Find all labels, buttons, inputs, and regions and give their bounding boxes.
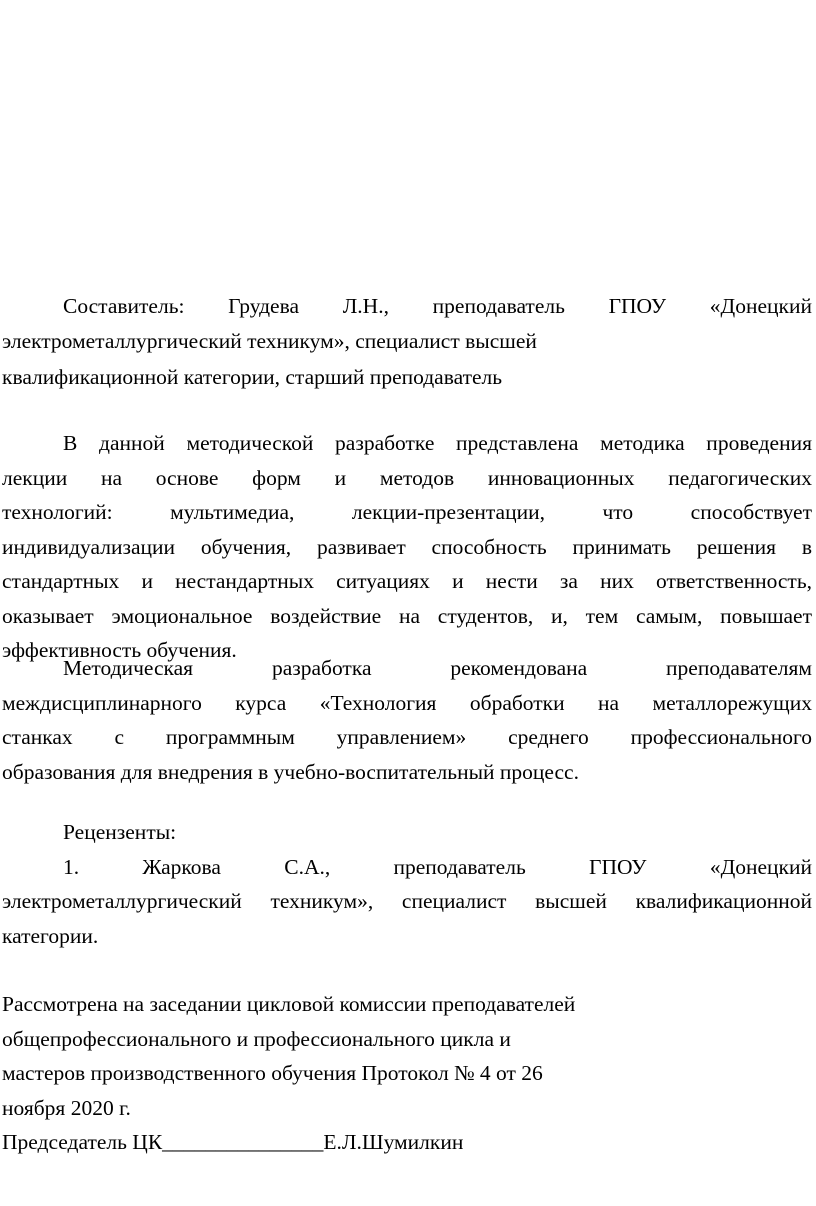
abstract-p2-line-4: образования для внедрения в учебно-воспитательный процесс. <box>2 759 579 784</box>
abstract-p2-line-1: Методическая разработка рекомендована преподавателям <box>63 656 812 680</box>
reviewer-1-line-2: электрометаллургический техникум», специалист высшей квалификационной <box>2 889 812 913</box>
abstract-paragraph-2 <box>2 651 812 789</box>
abstract-p1-line-1: В данной методической разработке представлена методика проведения <box>63 431 812 455</box>
abstract-paragraph-1 <box>2 426 812 668</box>
reviewer-1-line-1: 1. Жаркова С.А., преподаватель ГПОУ «Донецкий <box>63 854 812 879</box>
compiler-line-2: электрометаллургический техникум», специалист высшей <box>2 328 537 353</box>
abstract-p2-line-3: станках с программным управлением» среднего профессионального <box>2 725 812 749</box>
compiler-block <box>2 289 812 395</box>
abstract-p1-line-7: эффективность обучения. <box>2 638 237 662</box>
reviewers-heading: Рецензенты: <box>63 820 177 844</box>
chair-signature-line: Председатель ЦК_______________Е.Л.Шумилкин <box>2 1130 464 1154</box>
abstract-p1-line-6: оказывает эмоциональное воздействие на студентов, и, тем самым, повышает <box>2 603 812 628</box>
reviewers-block <box>2 815 812 953</box>
abstract-p1-line-2: лекции на основе форм и методов инновационных педагогических <box>2 465 812 490</box>
approval-line-3: мастеров производственного обучения Протокол № 4 от 26 <box>2 1061 543 1085</box>
compiler-line-3: квалификационной категории, старший преподаватель <box>2 365 503 389</box>
compiler-line-1: Составитель: Грудева Л.Н., преподаватель ГПОУ «Донецкий <box>63 294 812 318</box>
abstract-p1-line-4: индивидуализации обучения, развивает способность принимать решения в <box>2 534 812 559</box>
abstract-p1-line-5: стандартных и нестандартных ситуациях и нести за них ответственность, <box>2 569 812 593</box>
approval-line-4: ноября 2020 г. <box>2 1095 131 1120</box>
approval-line-1: Рассмотрена на заседании цикловой комиссии преподавателей <box>2 992 576 1016</box>
abstract-p2-line-2: междисциплинарного курса «Технология обработки на металлорежущих <box>2 690 812 715</box>
approval-block <box>2 987 812 1160</box>
approval-line-2: общепрофессионального и профессионального цикла и <box>2 1026 511 1051</box>
reviewer-1-line-3: категории. <box>2 923 99 948</box>
abstract-p1-line-3: технологий: мультимедиа, лекции-презентации, что способствует <box>2 500 812 524</box>
